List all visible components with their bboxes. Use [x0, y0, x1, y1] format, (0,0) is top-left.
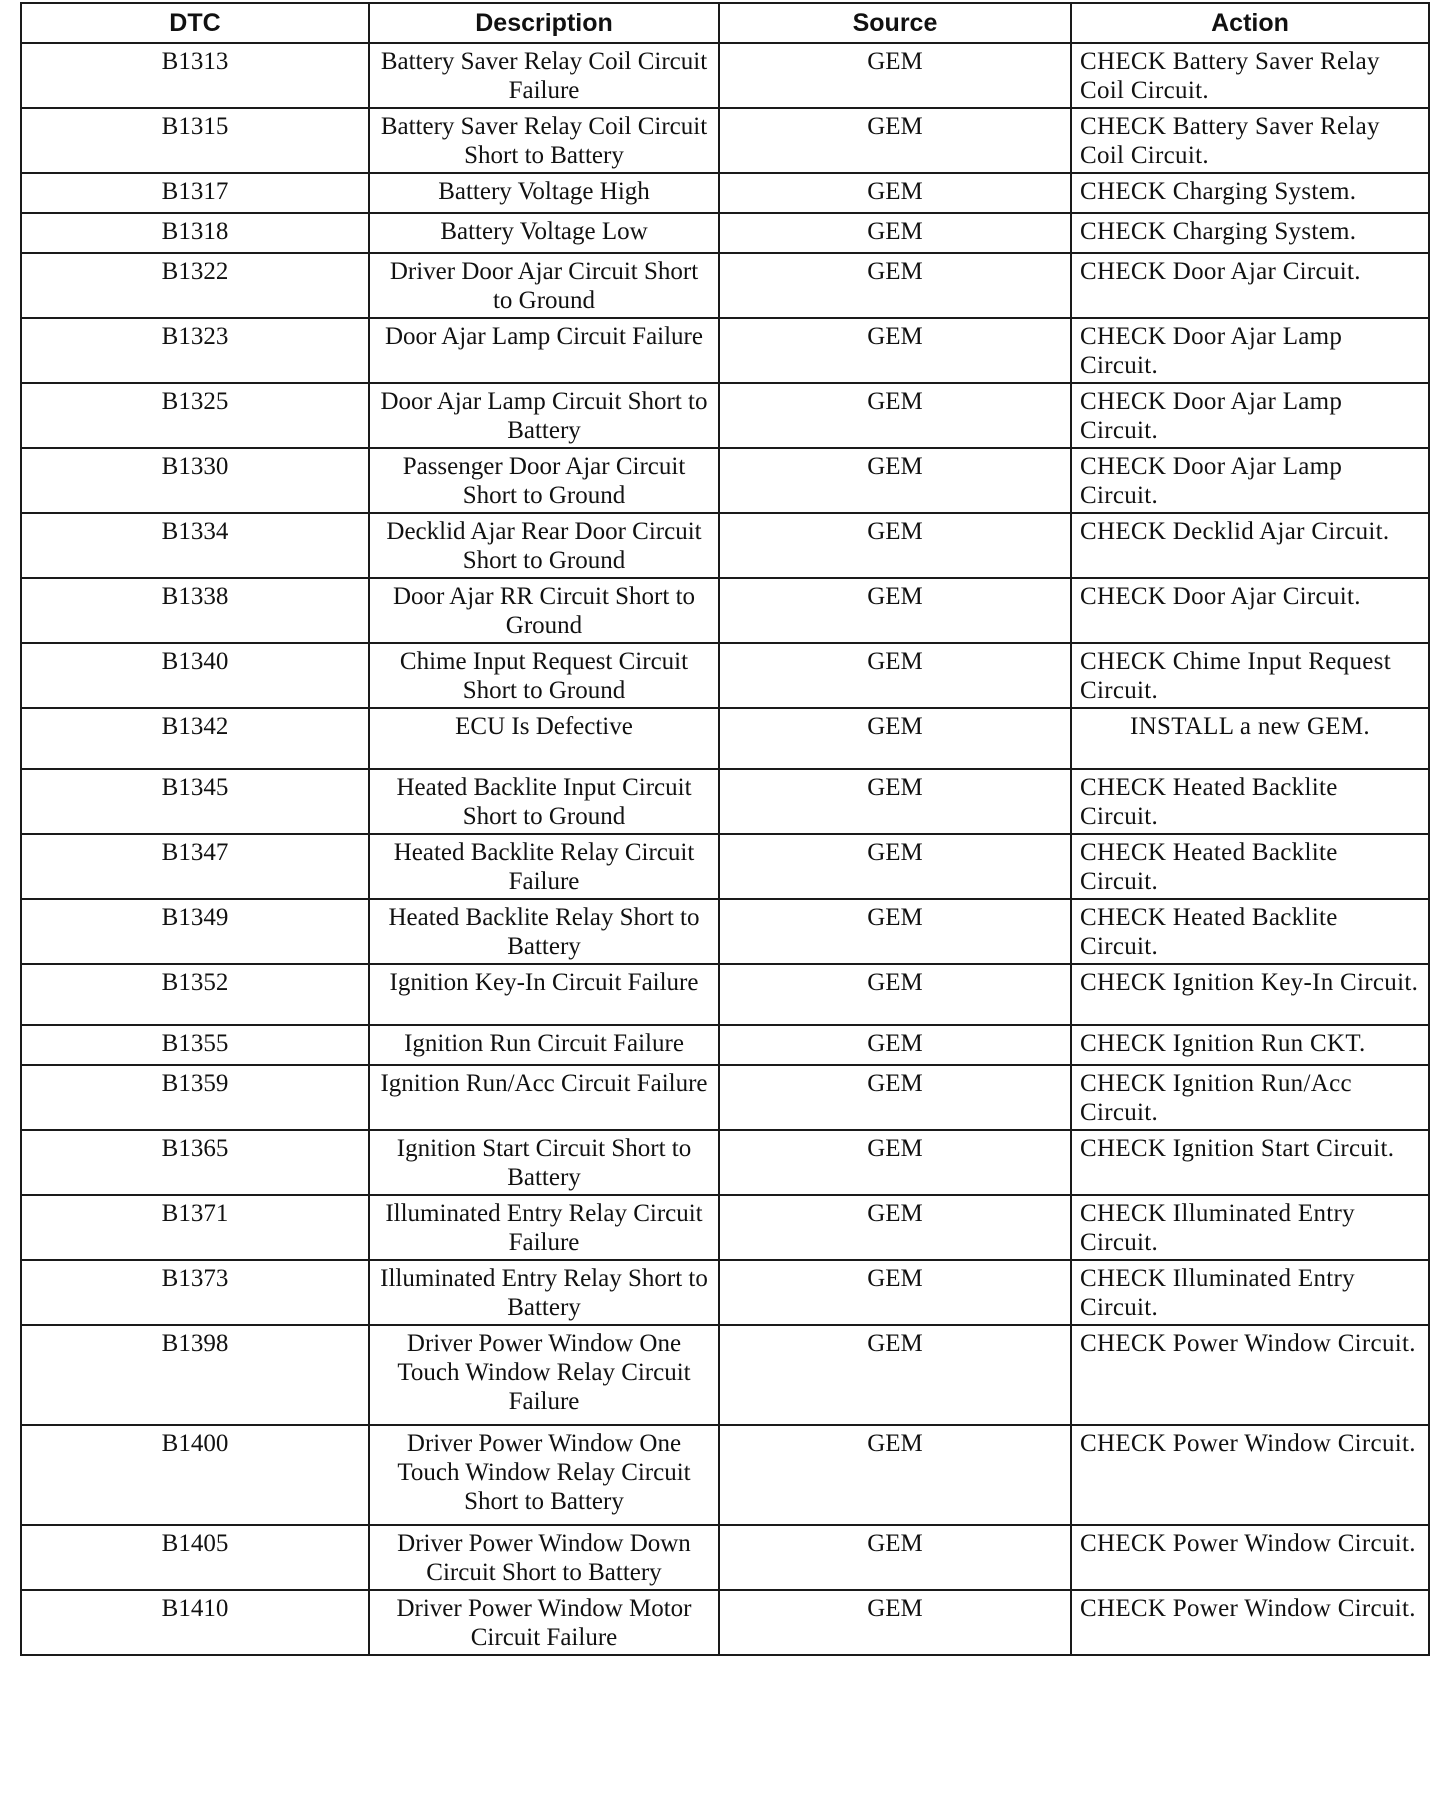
dtc-cell: B1340 [21, 643, 369, 708]
source-cell: GEM [719, 834, 1071, 899]
dtc-cell: B1323 [21, 318, 369, 383]
dtc-table [20, 2, 1430, 1656]
table-row [21, 173, 1429, 213]
action-cell: CHECK Heated Backlite Circuit. [1071, 834, 1429, 899]
dtc-cell: B1359 [21, 1065, 369, 1130]
description-cell: Battery Saver Relay Coil Circuit Failure [369, 43, 719, 108]
source-cell: GEM [719, 1590, 1071, 1655]
dtc-cell: B1365 [21, 1130, 369, 1195]
description-cell: Driver Door Ajar Circuit Short to Ground [369, 253, 719, 318]
source-cell: GEM [719, 1325, 1071, 1425]
source-cell: GEM [719, 213, 1071, 253]
description-cell: Heated Backlite Input Circuit Short to Ground [369, 769, 719, 834]
action-cell: CHECK Heated Backlite Circuit. [1071, 769, 1429, 834]
source-cell: GEM [719, 964, 1071, 1025]
action-cell: CHECK Door Ajar Lamp Circuit. [1071, 448, 1429, 513]
source-cell: GEM [719, 1425, 1071, 1525]
action-cell: CHECK Ignition Start Circuit. [1071, 1130, 1429, 1195]
dtc-cell: B1405 [21, 1525, 369, 1590]
table-row [21, 899, 1429, 964]
table-row [21, 1325, 1429, 1425]
source-cell: GEM [719, 173, 1071, 213]
dtc-cell: B1330 [21, 448, 369, 513]
table-row [21, 1130, 1429, 1195]
dtc-cell: B1318 [21, 213, 369, 253]
action-cell: CHECK Illuminated Entry Circuit. [1071, 1260, 1429, 1325]
dtc-cell: B1313 [21, 43, 369, 108]
header-description: Description [369, 3, 719, 43]
dtc-cell: B1398 [21, 1325, 369, 1425]
table-row [21, 1025, 1429, 1065]
header-dtc: DTC [21, 3, 369, 43]
action-cell: CHECK Charging System. [1071, 173, 1429, 213]
description-cell: Door Ajar Lamp Circuit Short to Battery [369, 383, 719, 448]
source-cell: GEM [719, 578, 1071, 643]
description-cell: Decklid Ajar Rear Door Circuit Short to Ground [369, 513, 719, 578]
table-row [21, 1425, 1429, 1525]
dtc-cell: B1342 [21, 708, 369, 769]
dtc-cell: B1338 [21, 578, 369, 643]
source-cell: GEM [719, 1195, 1071, 1260]
dtc-cell: B1334 [21, 513, 369, 578]
table-row [21, 643, 1429, 708]
table-row [21, 769, 1429, 834]
dtc-cell: B1315 [21, 108, 369, 173]
description-cell: Driver Power Window Down Circuit Short to Battery [369, 1525, 719, 1590]
table-header-row [21, 3, 1429, 43]
description-cell: Ignition Run/Acc Circuit Failure [369, 1065, 719, 1130]
source-cell: GEM [719, 1525, 1071, 1590]
source-cell: GEM [719, 513, 1071, 578]
dtc-cell: B1373 [21, 1260, 369, 1325]
table-row [21, 708, 1429, 769]
table-row [21, 834, 1429, 899]
action-cell: CHECK Door Ajar Lamp Circuit. [1071, 383, 1429, 448]
dtc-cell: B1352 [21, 964, 369, 1025]
action-cell: CHECK Door Ajar Circuit. [1071, 253, 1429, 318]
source-cell: GEM [719, 448, 1071, 513]
action-cell: CHECK Ignition Run/Acc Circuit. [1071, 1065, 1429, 1130]
dtc-cell: B1325 [21, 383, 369, 448]
source-cell: GEM [719, 1130, 1071, 1195]
dtc-cell: B1317 [21, 173, 369, 213]
table-row [21, 318, 1429, 383]
table-row [21, 1260, 1429, 1325]
source-cell: GEM [719, 1025, 1071, 1065]
dtc-cell: B1345 [21, 769, 369, 834]
description-cell: Driver Power Window One Touch Window Relay Circuit Short to Battery [369, 1425, 719, 1525]
table-row [21, 43, 1429, 108]
dtc-cell: B1410 [21, 1590, 369, 1655]
table-row [21, 213, 1429, 253]
table-row [21, 578, 1429, 643]
action-cell: CHECK Power Window Circuit. [1071, 1525, 1429, 1590]
table-row [21, 253, 1429, 318]
description-cell: Door Ajar RR Circuit Short to Ground [369, 578, 719, 643]
action-cell: CHECK Heated Backlite Circuit. [1071, 899, 1429, 964]
table-row [21, 383, 1429, 448]
action-cell: CHECK Power Window Circuit. [1071, 1325, 1429, 1425]
header-source: Source [719, 3, 1071, 43]
source-cell: GEM [719, 108, 1071, 173]
description-cell: Driver Power Window One Touch Window Relay Circuit Failure [369, 1325, 719, 1425]
source-cell: GEM [719, 643, 1071, 708]
table-row [21, 1195, 1429, 1260]
source-cell: GEM [719, 318, 1071, 383]
table-row [21, 1065, 1429, 1130]
description-cell: Illuminated Entry Relay Circuit Failure [369, 1195, 719, 1260]
description-cell: Heated Backlite Relay Circuit Failure [369, 834, 719, 899]
dtc-cell: B1347 [21, 834, 369, 899]
header-action: Action [1071, 3, 1429, 43]
table-row [21, 448, 1429, 513]
description-cell: Illuminated Entry Relay Short to Battery [369, 1260, 719, 1325]
source-cell: GEM [719, 43, 1071, 108]
table-row [21, 1525, 1429, 1590]
source-cell: GEM [719, 708, 1071, 769]
description-cell: Heated Backlite Relay Short to Battery [369, 899, 719, 964]
action-cell: CHECK Door Ajar Lamp Circuit. [1071, 318, 1429, 383]
description-cell: Ignition Key-In Circuit Failure [369, 964, 719, 1025]
description-cell: Driver Power Window Motor Circuit Failure [369, 1590, 719, 1655]
table-row [21, 108, 1429, 173]
action-cell: CHECK Chime Input Request Circuit. [1071, 643, 1429, 708]
action-cell: CHECK Illuminated Entry Circuit. [1071, 1195, 1429, 1260]
action-cell: CHECK Charging System. [1071, 213, 1429, 253]
source-cell: GEM [719, 1260, 1071, 1325]
dtc-cell: B1371 [21, 1195, 369, 1260]
source-cell: GEM [719, 253, 1071, 318]
source-cell: GEM [719, 383, 1071, 448]
description-cell: Battery Saver Relay Coil Circuit Short to Battery [369, 108, 719, 173]
action-cell: CHECK Ignition Key-In Circuit. [1071, 964, 1429, 1025]
document-page [20, 2, 1428, 1656]
description-cell: ECU Is Defective [369, 708, 719, 769]
description-cell: Battery Voltage High [369, 173, 719, 213]
action-cell: CHECK Battery Saver Relay Coil Circuit. [1071, 43, 1429, 108]
source-cell: GEM [719, 1065, 1071, 1130]
description-cell: Chime Input Request Circuit Short to Ground [369, 643, 719, 708]
table-row [21, 964, 1429, 1025]
table-body [21, 43, 1429, 1655]
description-cell: Ignition Start Circuit Short to Battery [369, 1130, 719, 1195]
description-cell: Battery Voltage Low [369, 213, 719, 253]
table-row [21, 1590, 1429, 1655]
table-row [21, 513, 1429, 578]
action-cell: INSTALL a new GEM. [1071, 708, 1429, 769]
source-cell: GEM [719, 769, 1071, 834]
dtc-cell: B1349 [21, 899, 369, 964]
action-cell: CHECK Power Window Circuit. [1071, 1590, 1429, 1655]
description-cell: Door Ajar Lamp Circuit Failure [369, 318, 719, 383]
description-cell: Ignition Run Circuit Failure [369, 1025, 719, 1065]
description-cell: Passenger Door Ajar Circuit Short to Ground [369, 448, 719, 513]
action-cell: CHECK Power Window Circuit. [1071, 1425, 1429, 1525]
dtc-cell: B1355 [21, 1025, 369, 1065]
action-cell: CHECK Battery Saver Relay Coil Circuit. [1071, 108, 1429, 173]
dtc-cell: B1400 [21, 1425, 369, 1525]
action-cell: CHECK Ignition Run CKT. [1071, 1025, 1429, 1065]
action-cell: CHECK Door Ajar Circuit. [1071, 578, 1429, 643]
dtc-cell: B1322 [21, 253, 369, 318]
action-cell: CHECK Decklid Ajar Circuit. [1071, 513, 1429, 578]
source-cell: GEM [719, 899, 1071, 964]
